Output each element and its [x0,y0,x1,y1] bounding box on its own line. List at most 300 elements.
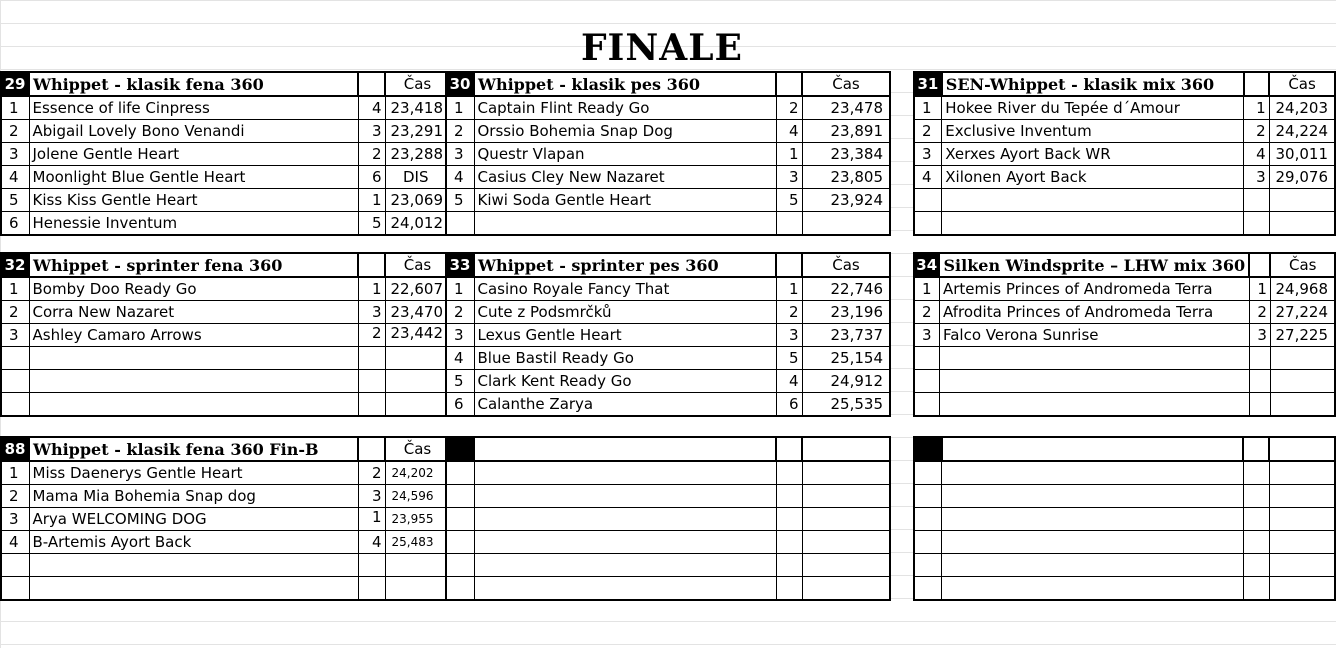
time-cell: 23,442 [385,324,450,347]
lane-cell: 3 [358,120,385,143]
lane-cell: 5 [776,347,802,370]
table-row [914,393,1335,417]
race-number-badge: 32 [1,253,29,277]
race-title: Silken Windsprite – LHW mix 360 [939,253,1249,277]
table-row [446,393,890,417]
lane-cell: 2 [1249,301,1270,324]
lane-cell [776,485,802,508]
lane-cell: 1 [358,277,385,301]
table-row [1,212,450,236]
lane-cell [1244,212,1270,236]
time-cell: 23,924 [802,189,890,212]
table-row [1,554,450,577]
dog-name-cell [942,577,1243,601]
dog-name-cell [474,577,776,601]
lane-cell: 3 [776,324,802,347]
table-row [914,554,1335,577]
time-cell [1269,189,1335,212]
place-cell: 4 [914,166,942,189]
race-number-badge: 30 [446,72,474,96]
lane-header [1244,72,1270,96]
time-cell: 23,478 [802,96,890,120]
lane-cell [1243,485,1269,508]
race-title [474,437,776,461]
place-cell [914,485,942,508]
place-cell: 3 [914,324,939,347]
race-title: Whippet - klasik fena 360 [29,72,358,96]
time-cell: 23,384 [802,143,890,166]
time-cell: DIS [385,166,450,189]
race-table-32 [0,252,451,417]
page-title: FINALE [581,27,743,69]
dog-name-cell [939,347,1249,370]
dog-name-cell [942,212,1244,236]
lane-header [776,437,802,461]
place-cell [446,554,474,577]
time-cell [1270,393,1335,417]
dog-name-cell: Arya WELCOMING DOG [29,508,358,531]
lane-cell [358,554,385,577]
race-header [914,253,1335,277]
time-header: Čas [385,72,450,96]
dog-name-cell [29,393,358,417]
table-row [446,277,890,301]
lane-header [1249,253,1270,277]
dog-name-cell: Lexus Gentle Heart [474,324,776,347]
table-row [446,577,890,601]
place-cell: 5 [446,189,474,212]
table-row [1,120,450,143]
table-row [1,531,450,554]
dog-name-cell: Kiwi Soda Gentle Heart [474,189,776,212]
place-cell [446,485,474,508]
dog-name-cell [474,531,776,554]
time-cell: 24,012 [385,212,450,236]
time-cell: 27,224 [1270,301,1335,324]
lane-cell [776,212,802,236]
place-cell: 4 [446,347,474,370]
place-cell [914,508,942,531]
dog-name-cell [474,508,776,531]
race-number-badge [914,437,942,461]
dog-name-cell: B-Artemis Ayort Back [29,531,358,554]
time-cell [802,461,890,485]
time-cell: 23,291 [385,120,450,143]
table-row [1,370,450,393]
place-cell: 2 [914,120,942,143]
race-number-badge: 29 [1,72,29,96]
time-cell: 30,011 [1269,143,1335,166]
dog-name-cell [29,370,358,393]
race-title: SEN-Whippet - klasik mix 360 [942,72,1244,96]
race-header [446,253,890,277]
dog-name-cell: Xerxes Ayort Back WR [942,143,1244,166]
place-cell: 1 [1,277,29,301]
time-cell: 24,202 [385,461,450,485]
dog-name-cell [942,554,1243,577]
lane-cell: 1 [776,277,802,301]
table-row [1,166,450,189]
race-table-blank [913,436,1336,601]
time-cell [1269,461,1335,485]
table-row [446,96,890,120]
dog-name-cell: Questr Vlapan [474,143,776,166]
place-cell [446,531,474,554]
time-cell [802,554,890,577]
time-cell [385,393,450,417]
dog-name-cell [474,461,776,485]
table-row [914,212,1335,236]
table-row [446,301,890,324]
dog-name-cell: Casius Cley New Nazaret [474,166,776,189]
lane-header [1243,437,1269,461]
lane-cell: 1 [358,189,385,212]
race-table-30 [445,71,891,236]
place-cell: 6 [1,212,29,236]
lane-cell: 4 [1244,143,1270,166]
lane-cell [776,531,802,554]
dog-name-cell: Artemis Princes of Andromeda Terra [939,277,1249,301]
dog-name-cell: Abigail Lovely Bono Venandi [29,120,358,143]
time-cell [1269,577,1335,601]
table-row [914,577,1335,601]
table-row [914,347,1335,370]
race-header [1,437,450,461]
lane-cell: 3 [358,301,385,324]
place-cell [446,461,474,485]
dog-name-cell: Calanthe Zarya [474,393,776,417]
time-header: Čas [385,253,450,277]
race-table-88 [0,436,451,601]
race-header [446,437,890,461]
dog-name-cell: Orssio Bohemia Snap Dog [474,120,776,143]
race-table-29 [0,71,451,236]
lane-cell: 4 [358,96,385,120]
dog-name-cell: Henessie Inventum [29,212,358,236]
place-cell [914,189,942,212]
lane-cell: 4 [358,531,385,554]
time-cell [385,370,450,393]
lane-cell: 2 [358,461,385,485]
race-title: Whippet - sprinter fena 360 [29,253,358,277]
dog-name-cell [942,531,1243,554]
lane-cell: 1 [1244,96,1270,120]
lane-cell: 4 [776,120,802,143]
time-cell: 23,470 [385,301,450,324]
lane-cell: 2 [1244,120,1270,143]
time-cell [385,577,450,601]
table-row [446,324,890,347]
place-cell: 5 [1,189,29,212]
dog-name-cell: Jolene Gentle Heart [29,143,358,166]
dog-name-cell: Essence of life Cinpress [29,96,358,120]
dog-name-cell: Corra New Nazaret [29,301,358,324]
place-cell: 4 [446,166,474,189]
table-row [1,347,450,370]
place-cell [446,508,474,531]
table-row [1,189,450,212]
table-row [1,143,450,166]
lane-header [358,437,385,461]
place-cell [914,212,942,236]
dog-name-cell: Captain Flint Ready Go [474,96,776,120]
place-cell [1,370,29,393]
time-cell: 29,076 [1269,166,1335,189]
time-header: Čas [802,72,890,96]
time-cell: 25,483 [385,531,450,554]
place-cell: 1 [446,277,474,301]
table-row [1,301,450,324]
race-header [1,253,450,277]
time-cell: 25,154 [802,347,890,370]
lane-cell [776,554,802,577]
time-cell: 25,535 [802,393,890,417]
place-cell: 3 [1,324,29,347]
lane-cell [358,347,385,370]
place-cell [1,347,29,370]
time-cell: 24,596 [385,485,450,508]
race-number-badge: 88 [1,437,29,461]
lane-cell [1243,531,1269,554]
table-row [914,189,1335,212]
lane-cell: 2 [776,301,802,324]
race-table-31 [913,71,1336,236]
lane-cell [1249,347,1270,370]
race-title [942,437,1243,461]
dog-name-cell [942,461,1243,485]
dog-name-cell: Kiss Kiss Gentle Heart [29,189,358,212]
lane-cell: 4 [776,370,802,393]
time-cell: 23,069 [385,189,450,212]
lane-cell: 2 [776,96,802,120]
time-cell [1270,347,1335,370]
lane-cell: 6 [776,393,802,417]
place-cell [914,347,939,370]
time-cell [802,531,890,554]
table-row [1,508,450,531]
table-row [1,577,450,601]
lane-cell [358,370,385,393]
dog-name-cell: Ashley Camaro Arrows [29,324,358,347]
time-cell: 22,746 [802,277,890,301]
lane-cell: 3 [1244,166,1270,189]
table-row [914,277,1335,301]
lane-cell [1249,393,1270,417]
dog-name-cell: Casino Royale Fancy That [474,277,776,301]
race-number-badge: 31 [914,72,942,96]
race-header [914,72,1335,96]
lane-cell: 5 [776,189,802,212]
dog-name-cell: Clark Kent Ready Go [474,370,776,393]
place-cell: 1 [446,96,474,120]
place-cell [914,461,942,485]
place-cell: 4 [1,531,29,554]
dog-name-cell: Afrodita Princes of Andromeda Terra [939,301,1249,324]
table-row [446,143,890,166]
dog-name-cell: Hokee River du Tepée d´Amour [942,96,1244,120]
time-cell: 24,224 [1269,120,1335,143]
time-header: Čas [1269,72,1335,96]
lane-cell [358,393,385,417]
time-cell [1269,554,1335,577]
time-cell: 23,196 [802,301,890,324]
lane-cell: 3 [358,485,385,508]
table-row [914,96,1335,120]
lane-header [358,253,385,277]
lane-cell [776,577,802,601]
place-cell: 5 [446,370,474,393]
place-cell: 3 [1,508,29,531]
table-row [446,347,890,370]
race-table-33 [445,252,891,417]
dog-name-cell [474,212,776,236]
dog-name-cell: Cute z Podsmrčků [474,301,776,324]
place-cell: 3 [914,143,942,166]
race-header [446,72,890,96]
dog-name-cell: Miss Daenerys Gentle Heart [29,461,358,485]
race-number-badge: 33 [446,253,474,277]
lane-cell [1243,554,1269,577]
time-cell: 24,912 [802,370,890,393]
time-cell: 24,203 [1269,96,1335,120]
table-row [1,393,450,417]
time-cell: 27,225 [1270,324,1335,347]
table-row [914,166,1335,189]
place-cell [914,531,942,554]
place-cell [914,554,942,577]
dog-name-cell: Mama Mia Bohemia Snap dog [29,485,358,508]
time-cell: 23,955 [385,508,450,531]
table-row [914,143,1335,166]
table-row [446,212,890,236]
place-cell: 2 [1,120,29,143]
place-cell: 1 [914,96,942,120]
table-row [914,324,1335,347]
dog-name-cell: Moonlight Blue Gentle Heart [29,166,358,189]
dog-name-cell [29,577,358,601]
lane-cell: 2 [358,143,385,166]
table-row [446,485,890,508]
place-cell: 2 [1,301,29,324]
race-table-34 [913,252,1336,417]
place-cell: 3 [1,143,29,166]
table-row [446,531,890,554]
dog-name-cell [939,393,1249,417]
lane-cell: 1 [1249,277,1270,301]
time-cell: 23,805 [802,166,890,189]
table-row [914,531,1335,554]
time-cell [1269,531,1335,554]
dog-name-cell [29,347,358,370]
dog-name-cell [474,485,776,508]
race-table-blank [445,436,891,601]
place-cell [914,370,939,393]
dog-name-cell: Bomby Doo Ready Go [29,277,358,301]
dog-name-cell [29,554,358,577]
time-cell [802,485,890,508]
time-cell [802,508,890,531]
place-cell: 6 [446,393,474,417]
race-header [914,437,1335,461]
place-cell: 2 [914,301,939,324]
time-cell [1269,212,1335,236]
table-row [1,324,450,347]
place-cell [914,393,939,417]
place-cell: 2 [1,485,29,508]
dog-name-cell: Falco Verona Sunrise [939,324,1249,347]
place-cell [1,393,29,417]
lane-cell [776,461,802,485]
place-cell: 1 [1,96,29,120]
lane-header [776,253,802,277]
time-cell [385,347,450,370]
table-row [1,485,450,508]
lane-cell: 1 [358,508,385,531]
table-row [446,120,890,143]
place-cell: 1 [914,277,939,301]
dog-name-cell [942,485,1243,508]
lane-cell: 3 [776,166,802,189]
table-row [446,189,890,212]
time-cell [802,577,890,601]
dog-name-cell [942,189,1244,212]
table-row [1,96,450,120]
time-cell: 22,607 [385,277,450,301]
race-title: Whippet - klasik fena 360 Fin-B [29,437,358,461]
lane-cell [1249,370,1270,393]
table-row [446,461,890,485]
race-header [1,72,450,96]
race-title: Whippet - sprinter pes 360 [474,253,776,277]
time-cell [802,212,890,236]
lane-cell [1243,577,1269,601]
time-header [802,437,890,461]
dog-name-cell: Blue Bastil Ready Go [474,347,776,370]
time-cell: 23,891 [802,120,890,143]
dog-name-cell [474,554,776,577]
time-header [1269,437,1335,461]
lane-cell: 3 [1249,324,1270,347]
time-cell: 24,968 [1270,277,1335,301]
table-row [1,277,450,301]
table-row [914,508,1335,531]
place-cell [1,577,29,601]
table-row [914,485,1335,508]
table-row [914,370,1335,393]
time-cell [385,554,450,577]
place-cell: 3 [446,324,474,347]
lane-cell [1244,189,1270,212]
lane-header [358,72,385,96]
place-cell: 1 [1,461,29,485]
race-number-badge: 34 [914,253,939,277]
lane-cell: 6 [358,166,385,189]
table-row [446,508,890,531]
lane-cell [1243,461,1269,485]
table-row [914,461,1335,485]
dog-name-cell [939,370,1249,393]
time-cell: 23,418 [385,96,450,120]
time-cell: 23,737 [802,324,890,347]
table-row [1,461,450,485]
time-header: Čas [802,253,890,277]
table-row [446,554,890,577]
place-cell: 2 [446,301,474,324]
table-row [446,166,890,189]
lane-cell: 5 [358,212,385,236]
race-number-badge [446,437,474,461]
lane-cell: 2 [358,324,385,347]
